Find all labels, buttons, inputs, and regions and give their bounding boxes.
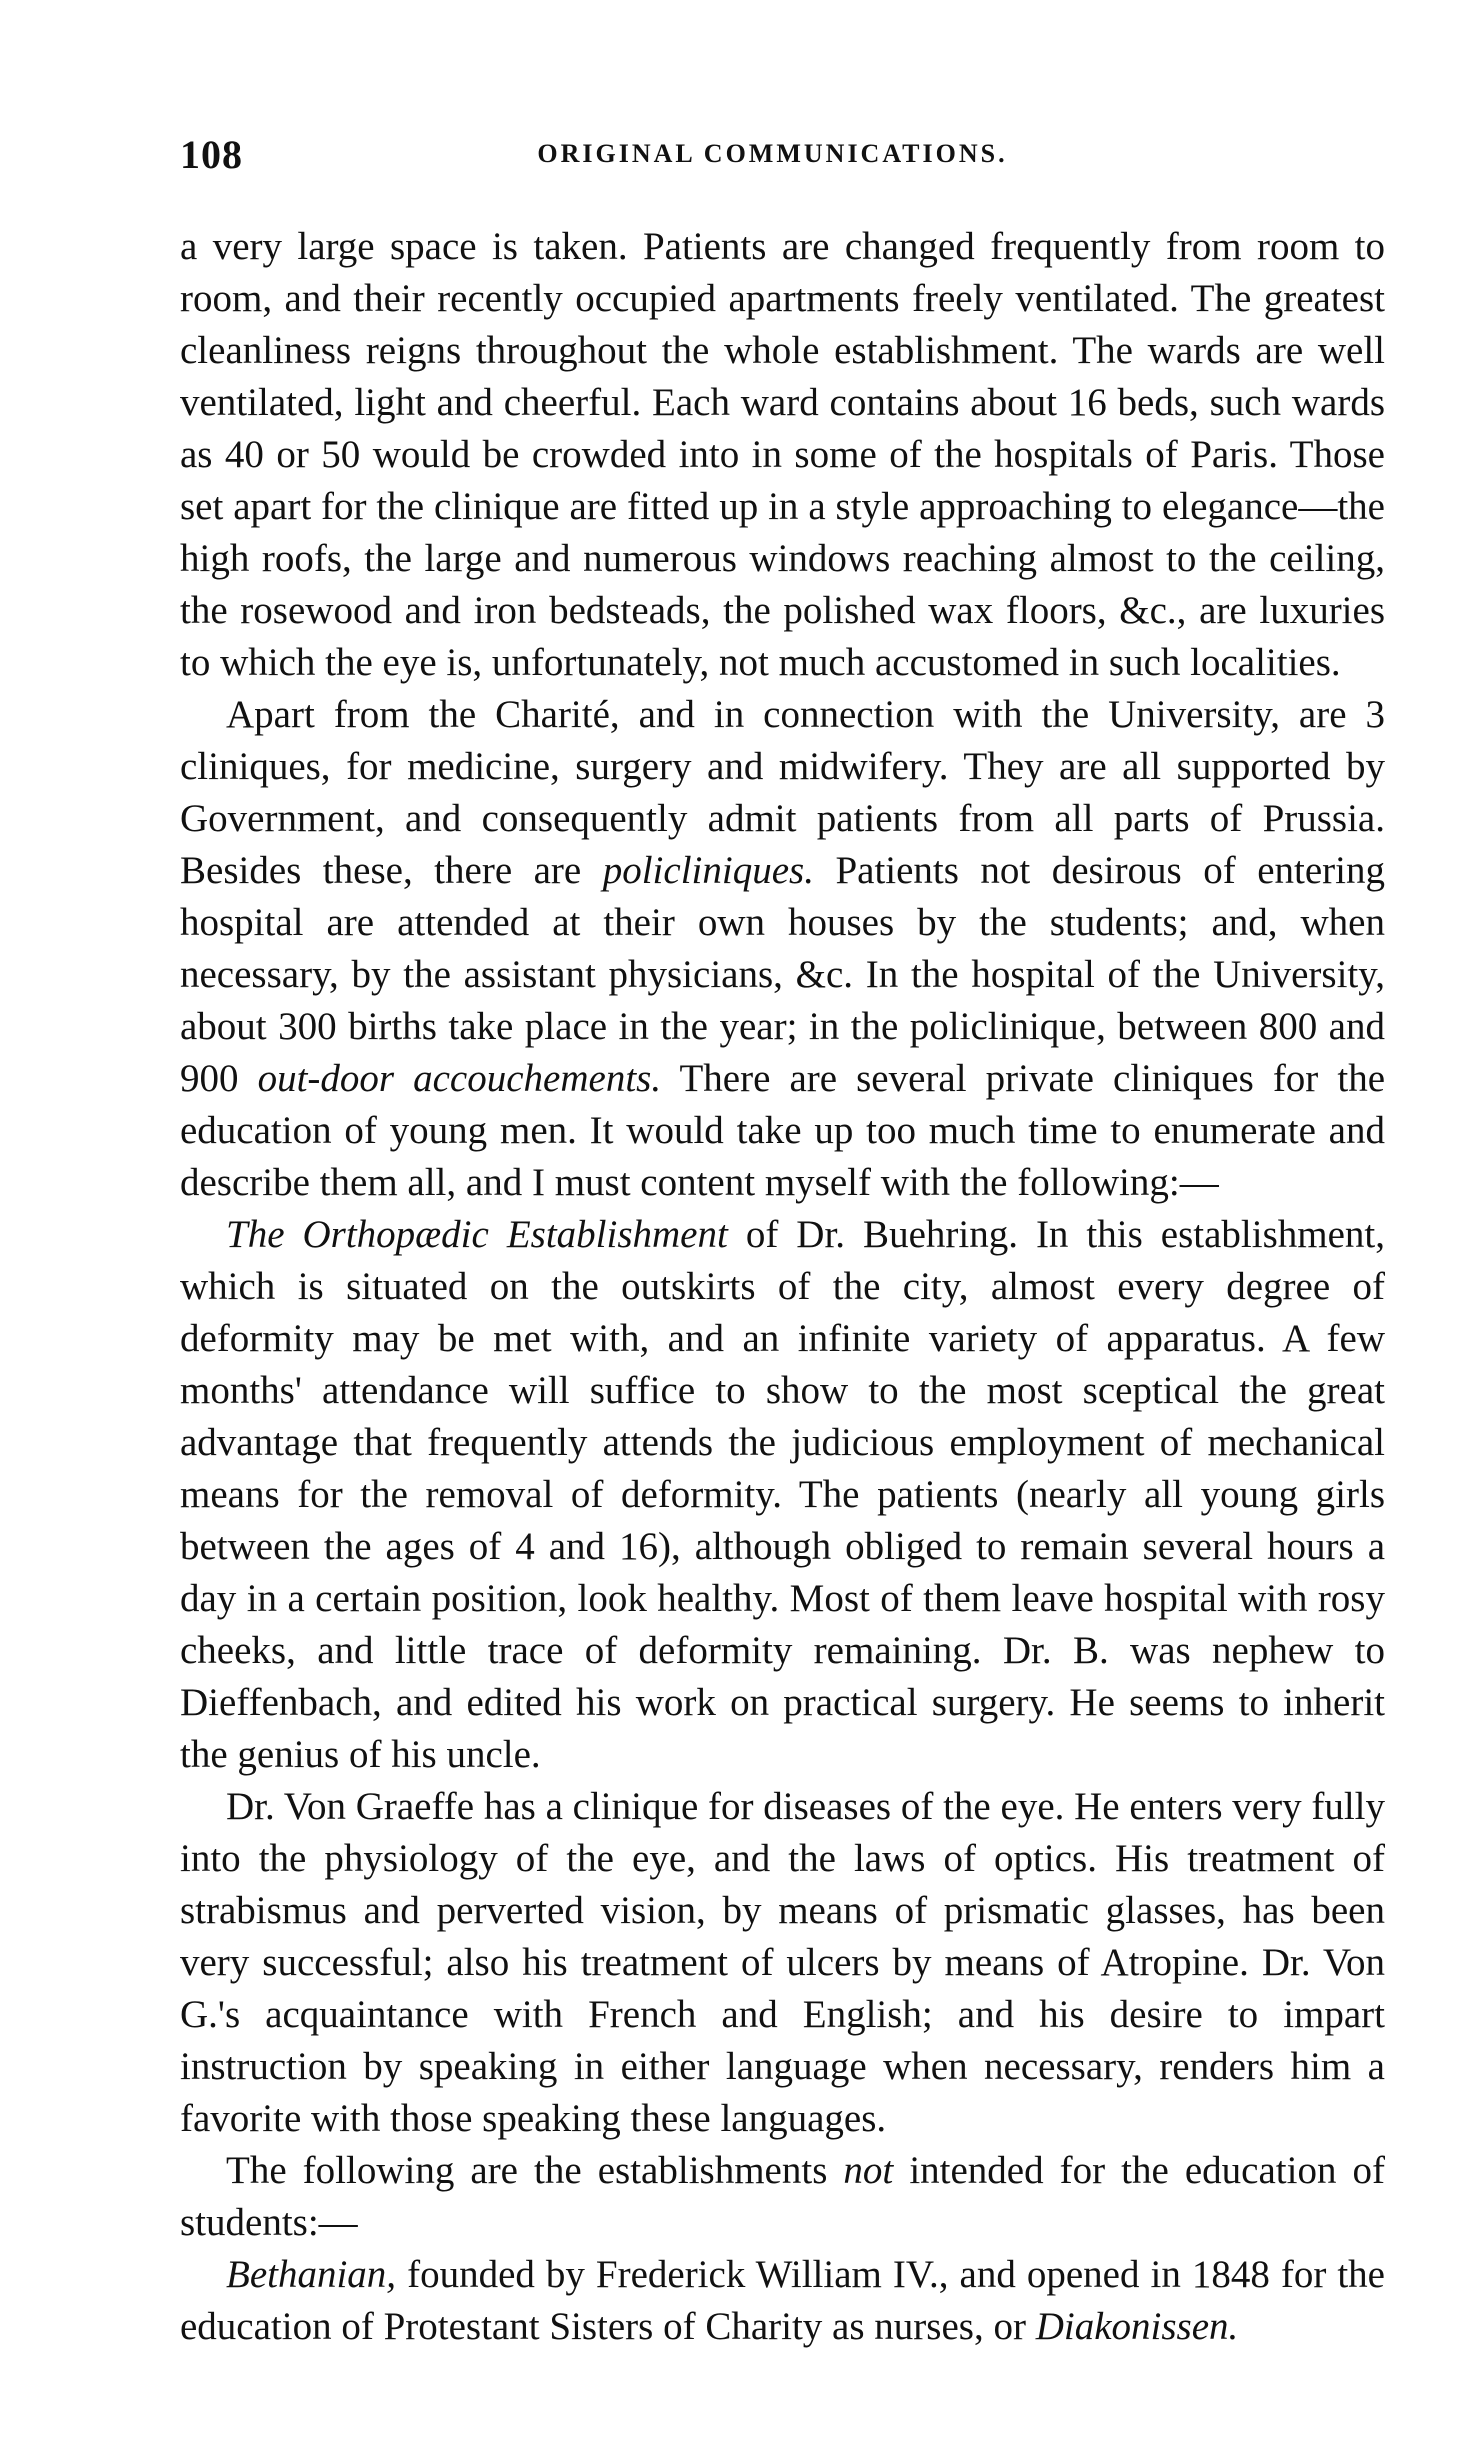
paragraph-text: The following are the establishments <box>226 2149 844 2192</box>
body-text <box>180 221 1385 2353</box>
paragraph-text: Dr. Von Graeffe has a clinique for diseases of the eye. He enters very fully into the physiology of the eye, and the laws of optics. His treatment of strabismus and perverted vision, by means of prismatic glasses, has been very successful; also his treatment of ulcers by means of Atropine. Dr. Von G.'s acquaintance with French and English; and his desire to impart instruction by speaking in either language when necessary, renders him a favorite with those speaking these languages. <box>180 1785 1385 2140</box>
italic-term: not <box>843 2149 894 2192</box>
italic-term: policliniques. <box>602 849 814 892</box>
paragraph-text: Apart from the Charité, and in connection with the University, are 3 cliniques, for medicine, surgery and midwifery. They are all supported by Government, and consequently admit patients from all parts of Prussia. Besides these, there are <box>180 693 1385 892</box>
paragraph-text: founded by Frederick William IV., and opened in 1848 for the education of Protestant Sisters of Charity as nurses, or <box>180 2253 1385 2348</box>
paragraph-text: Patients not desirous of entering hospital are attended at their own houses by the students; and, when necessary, by the assistant physicians, &c. In the hospital of the University, about 300 births take place in the year; in the policlinique, between 800 and 900 <box>180 849 1385 1100</box>
paragraph <box>180 1209 1385 1781</box>
paragraph <box>180 221 1385 689</box>
italic-term: Bethanian, <box>226 2253 397 2296</box>
page-header <box>150 125 1395 195</box>
running-head: ORIGINAL COMMUNICATIONS. <box>537 139 1008 168</box>
italic-term: Diakonissen. <box>1035 2305 1239 2348</box>
italic-term: out-door accouchements. <box>257 1057 662 1100</box>
page-number: 108 <box>180 132 243 177</box>
paragraph-text: of Dr. Buehring. In this establishment, which is situated on the outskirts of the city, almost every degree of deformity may be met with, and an infinite variety of apparatus. A few months' attendance will suffice to show to the most sceptical the great advantage that frequently attends the judicious employment of mechanical means for the removal of deformity. The patients (nearly all young girls between the ages of 4 and 16), although obliged to remain several hours a day in a certain position, look healthy. Most of them leave hospital with rosy cheeks, and little trace of deformity remaining. Dr. B. was nephew to Dieffenbach, and edited his work on practical surgery. He seems to inherit the genius of his uncle. <box>180 1213 1385 1776</box>
paragraph <box>180 1781 1385 2145</box>
italic-term: The Orthopædic Establishment <box>226 1213 728 1256</box>
paragraph <box>180 689 1385 1209</box>
paragraph <box>180 2249 1385 2353</box>
paragraph-text: There are several private cliniques for the education of young men. It would take up too much time to enumerate and describe them all, and I must content myself with the following:— <box>180 1057 1386 1204</box>
paragraph-text: intended for the education of students:— <box>180 2149 1385 2244</box>
paragraph <box>180 2145 1385 2249</box>
paragraph-text: a very large space is taken. Patients are changed frequently from room to room, and their recently occupied apartments freely ventilated. The greatest cleanliness reigns throughout the whole establishment. The wards are well ventilated, light and cheerful. Each ward contains about 16 beds, such wards as 40 or 50 would be crowded into in some of the hospitals of Paris. Those set apart for the clinique are fitted up in a style approaching to elegance—the high roofs, the large and numerous windows reaching almost to the ceiling, the rosewood and iron bedsteads, the polished wax floors, &c., are luxuries to which the eye is, unfortunately, not much accustomed in such localities. <box>180 225 1385 684</box>
book-page <box>150 125 1395 2353</box>
